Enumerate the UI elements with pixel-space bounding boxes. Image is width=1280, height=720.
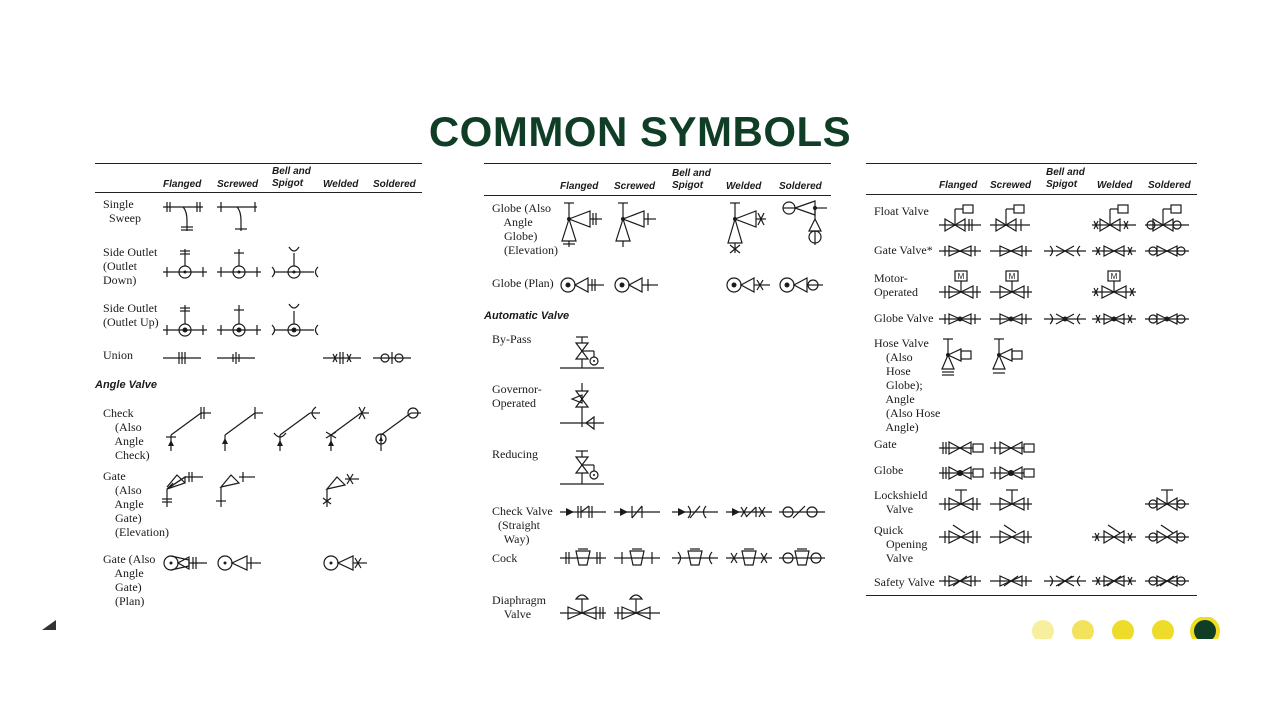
- row-label-diaphragm-valve: Diaphragm Valve: [492, 593, 546, 621]
- motor-operated-flanged-icon: [939, 271, 983, 301]
- hose-valve-flanged-icon: [939, 337, 979, 377]
- row-label-gate-valve: Gate Valve*: [874, 243, 933, 257]
- globe-elevation-flanged-icon: [560, 201, 604, 247]
- decorative-dots: [1032, 617, 1222, 639]
- diaphragm-valve-flanged-icon: [560, 593, 610, 623]
- header-screwed: Screwed: [990, 180, 1032, 191]
- header-bell-and: Bell and: [672, 168, 711, 179]
- row-label-float-valve: Float Valve: [874, 204, 929, 218]
- quick-opening-valve-flanged-icon: [939, 523, 983, 547]
- globe-plan-welded-icon: [726, 275, 772, 295]
- side-outlet-up-bell-spigot-icon: [272, 303, 320, 337]
- motor-operated-screwed-icon: [990, 271, 1034, 301]
- quick-opening-valve-welded-icon: [1092, 523, 1138, 547]
- lockshield-valve-flanged-icon: [939, 488, 983, 514]
- cock-welded-icon: [726, 549, 776, 567]
- row-label-hose-valve: Hose Valve (Also Hose Globe); Angle (Also Hose Angle): [874, 336, 941, 434]
- row-label-gate-plan: Gate (Also Angle Gate) (Plan): [103, 552, 156, 608]
- governor-operated-valve-icon: [560, 383, 608, 433]
- row-label-by-pass: By-Pass: [492, 332, 532, 346]
- gate-angle-plan-screwed-icon: [217, 553, 263, 573]
- float-valve-flanged-icon: [939, 203, 983, 233]
- globe-plan-soldered-icon: [779, 275, 825, 295]
- header-flanged: Flanged: [163, 179, 202, 190]
- quick-opening-valve-screwed-icon: [990, 523, 1034, 547]
- row-label-check: Check (Also Angle Check): [103, 406, 150, 462]
- check-angle-flanged-icon: [163, 407, 213, 453]
- union-soldered-icon: [373, 351, 415, 365]
- hose-globe-flanged-icon: [939, 465, 985, 481]
- svg-text:M: M: [1008, 272, 1016, 281]
- safety-valve-welded-icon: [1092, 574, 1138, 588]
- row-label-globe: Globe: [874, 463, 904, 477]
- row-label-globe-valve: Globe Valve: [874, 311, 934, 325]
- hose-gate-screwed-icon: [990, 440, 1036, 456]
- float-valve-welded-icon: [1092, 203, 1138, 233]
- gate-angle-elevation-welded-icon: [323, 469, 365, 509]
- single-sweep-flanged-icon: [163, 201, 207, 233]
- side-outlet-up-flanged-icon: [163, 303, 209, 337]
- globe-valve-soldered-icon: [1145, 312, 1191, 326]
- check-angle-screwed-icon: [217, 407, 267, 453]
- union-welded-icon: [323, 351, 365, 365]
- dot-icon: [1152, 620, 1174, 639]
- safety-valve-bell-spigot-icon: [1044, 574, 1088, 588]
- header-welded: Welded: [726, 181, 762, 192]
- header-bell-and: Bell and: [272, 166, 311, 177]
- header-welded: Welded: [323, 179, 359, 190]
- side-outlet-down-flanged-icon: [163, 247, 209, 281]
- cock-flanged-icon: [560, 549, 610, 567]
- gate-valve-flanged-icon: [939, 244, 983, 258]
- header-soldered: Soldered: [1148, 180, 1191, 191]
- globe-valve-bell-spigot-icon: [1044, 312, 1088, 326]
- float-valve-screwed-icon: [990, 203, 1034, 233]
- row-label-gate-elevation: Gate (Also Angle Gate) (Elevation): [103, 469, 169, 539]
- svg-text:M: M: [957, 272, 965, 281]
- row-label-side-outlet-down: Side Outlet (Outlet Down): [103, 245, 158, 287]
- check-valve-welded-icon: [726, 505, 776, 519]
- diaphragm-valve-screwed-icon: [614, 593, 664, 623]
- gate-valve-screwed-icon: [990, 244, 1034, 258]
- table-rule-header: [484, 195, 831, 196]
- page-title: COMMON SYMBOLS: [428, 108, 852, 155]
- row-label-quick-opening-valve: Quick Opening Valve: [874, 523, 928, 565]
- globe-elevation-screwed-icon: [614, 201, 658, 247]
- header-soldered: Soldered: [373, 179, 416, 190]
- check-angle-soldered-icon: [373, 407, 423, 453]
- globe-valve-flanged-icon: [939, 312, 983, 326]
- check-valve-soldered-icon: [779, 505, 829, 519]
- row-label-union: Union: [103, 348, 133, 362]
- union-flanged-icon: [163, 351, 205, 365]
- row-label-check-valve: Check Valve (Straight Way): [492, 504, 553, 546]
- row-label-lockshield-valve: Lockshield Valve: [874, 488, 928, 516]
- globe-elevation-welded-icon: [726, 201, 770, 253]
- row-label-globe-plan: Globe (Plan): [492, 276, 554, 290]
- cock-screwed-icon: [614, 549, 664, 567]
- by-pass-valve-icon: [560, 333, 608, 371]
- cock-bell-spigot-icon: [672, 549, 722, 567]
- safety-valve-soldered-icon: [1145, 574, 1191, 588]
- check-valve-flanged-icon: [560, 505, 610, 519]
- header-flanged: Flanged: [560, 181, 599, 192]
- lockshield-valve-soldered-icon: [1145, 488, 1191, 514]
- row-label-globe-elevation: Globe (Also Angle Globe) (Elevation): [492, 201, 558, 257]
- safety-valve-screwed-icon: [990, 574, 1034, 588]
- header-spigot: Spigot: [1046, 179, 1078, 190]
- row-label-cock: Cock: [492, 551, 518, 565]
- symbols-table-middle: [484, 163, 831, 623]
- table-rule-header: [95, 192, 422, 193]
- header-spigot: Spigot: [672, 180, 704, 191]
- globe-valve-welded-icon: [1092, 312, 1138, 326]
- globe-valve-screwed-icon: [990, 312, 1034, 326]
- gate-angle-elevation-flanged-icon: [163, 469, 205, 509]
- table-rule-top: [484, 163, 831, 164]
- gate-angle-plan-flanged-icon: [163, 553, 209, 573]
- row-label-reducing: Reducing: [492, 447, 538, 461]
- dot-icon: [1032, 620, 1054, 639]
- header-screwed: Screwed: [217, 179, 259, 190]
- dot-icon: [1072, 620, 1094, 639]
- reducing-valve-icon: [560, 449, 608, 487]
- check-angle-bell-spigot-icon: [272, 407, 322, 453]
- dot-icon: [1190, 617, 1220, 639]
- header-welded: Welded: [1097, 180, 1133, 191]
- globe-elevation-soldered-icon: [779, 199, 829, 249]
- header-bell-and: Bell and: [1046, 167, 1085, 178]
- row-label-motor-operated: Motor- Operated: [874, 271, 918, 299]
- safety-valve-flanged-icon: [939, 574, 983, 588]
- check-angle-welded-icon: [323, 407, 373, 453]
- globe-plan-flanged-icon: [560, 275, 606, 295]
- table-rule-header: [866, 194, 1197, 195]
- row-label-single-sweep: Single Sweep: [103, 197, 141, 225]
- lockshield-valve-screwed-icon: [990, 488, 1034, 514]
- hose-valve-screwed-icon: [990, 337, 1030, 377]
- motor-operated-welded-icon: [1092, 271, 1138, 301]
- row-label-safety-valve: Safety Valve: [874, 575, 935, 589]
- globe-plan-screwed-icon: [614, 275, 660, 295]
- row-label-side-outlet-up: Side Outlet (Outlet Up): [103, 301, 159, 329]
- header-soldered: Soldered: [779, 181, 822, 192]
- gate-valve-soldered-icon: [1145, 244, 1191, 258]
- union-screwed-icon: [217, 351, 259, 365]
- row-label-gate: Gate: [874, 437, 897, 451]
- row-label-governor-operated: Governor- Operated: [492, 382, 542, 410]
- symbols-table-right: [866, 163, 1197, 597]
- hose-globe-screwed-icon: [990, 465, 1036, 481]
- gate-angle-elevation-screwed-icon: [217, 469, 259, 509]
- symbols-table-left: [95, 163, 422, 608]
- header-flanged: Flanged: [939, 180, 978, 191]
- side-outlet-down-screwed-icon: [217, 247, 263, 281]
- hose-gate-flanged-icon: [939, 440, 985, 456]
- float-valve-soldered-icon: [1145, 203, 1191, 233]
- svg-text:M: M: [1110, 272, 1118, 281]
- gate-valve-welded-icon: [1092, 244, 1138, 258]
- side-outlet-up-screwed-icon: [217, 303, 263, 337]
- header-screwed: Screwed: [614, 181, 656, 192]
- table-rule-bottom: [866, 595, 1197, 596]
- section-automatic-valve: Automatic Valve: [484, 310, 570, 322]
- corner-triangle-icon: [42, 620, 56, 630]
- gate-valve-bell-spigot-icon: [1044, 244, 1088, 258]
- header-spigot: Spigot: [272, 178, 304, 189]
- side-outlet-down-bell-spigot-icon: [272, 247, 320, 281]
- dot-icon: [1112, 620, 1134, 639]
- cock-soldered-icon: [779, 549, 829, 567]
- check-valve-bell-spigot-icon: [672, 505, 722, 519]
- section-angle-valve: Angle Valve: [95, 379, 157, 391]
- quick-opening-valve-soldered-icon: [1145, 523, 1191, 547]
- gate-angle-plan-welded-icon: [323, 553, 369, 573]
- table-rule-top: [95, 163, 422, 164]
- check-valve-screwed-icon: [614, 505, 664, 519]
- table-rule-top: [866, 163, 1197, 164]
- single-sweep-screwed-icon: [217, 201, 261, 233]
